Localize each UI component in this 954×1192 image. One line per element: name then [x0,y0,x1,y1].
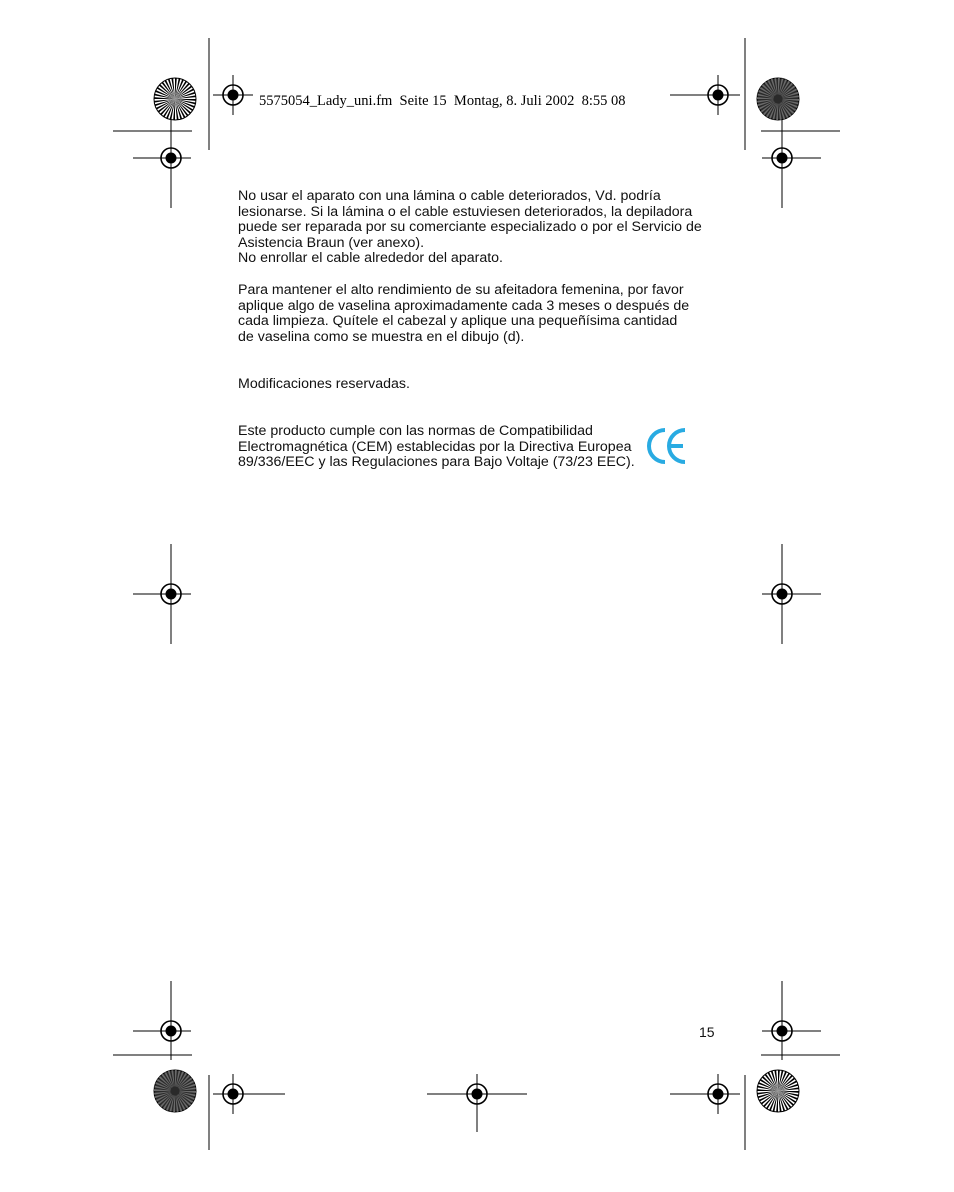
paragraph-maintenance [238,283,689,345]
text-line: No enrollar el cable alrededor del aparato. [238,250,503,267]
star-target-icon [757,78,799,120]
star-target-icon [757,1070,799,1112]
text-line: puede ser reparada por su comerciante especializado o por el Servicio de [238,219,702,236]
text-line: Asistencia Braun (ver anexo). [238,234,425,251]
text-line: 89/336/EEC y las Regulaciones para Bajo Voltaje (73/23 EEC). [238,454,635,471]
text-line: de vaselina como se muestra en el dibujo (d). [238,328,525,345]
ce-conformity-icon [647,425,689,467]
file-info-header: 5575054_Lady_uni.fm Seite 15 Montag, 8. Juli 2002 8:55 08 [259,93,626,109]
text-line: aplique algo de vaselina aproximadamente cada 3 meses o después de [238,297,690,314]
star-target-icon [154,1070,196,1112]
text-line: No usar el aparato con una lámina o cable deteriorados, Vd. podría [238,188,661,204]
star-target-icon [154,78,196,120]
text-line: lesionarse. Si la lámina o el cable estuviesen deteriorados, la depiladora [238,203,693,220]
text-line: Modificaciones reservadas. [238,376,410,392]
paragraph-modifications [238,377,410,393]
text-line: Para mantener el alto rendimiento de su afeitadora femenina, por favor [238,282,684,298]
page-number: 15 [699,1024,715,1040]
paragraph-safety [238,189,702,267]
text-line: Este producto cumple con las normas de Compatibilidad [238,423,593,439]
text-line: cada limpieza. Quítele el cabezal y aplique una pequeñísima cantidad [238,313,678,330]
paragraph-compliance [238,424,635,471]
text-line: Electromagnética (CEM) establecidas por la Directiva Europea [238,438,632,455]
registration-target-icon [213,75,253,115]
